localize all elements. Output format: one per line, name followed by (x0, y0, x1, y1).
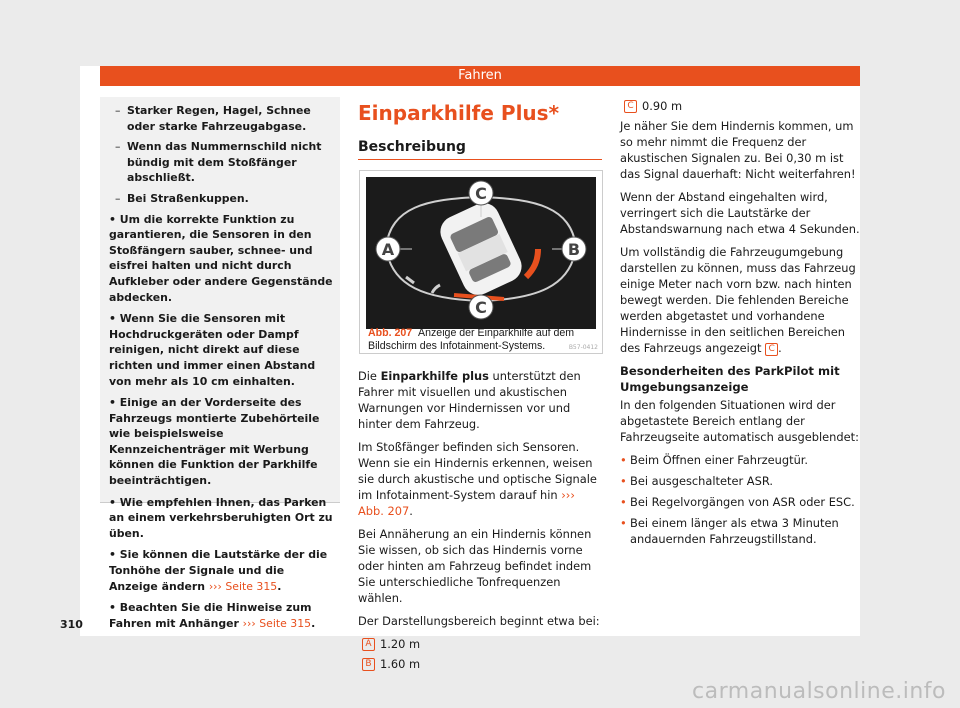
warning-bullet: • Wie empfehlen Ihnen, das Parken an einem verkehrsberuhigten Ort zu üben. (109, 495, 333, 540)
car-sensor-diagram (366, 177, 596, 329)
key-b-icon: B (362, 658, 375, 671)
divider (358, 159, 602, 160)
list-item: • Beim Öffnen einer Fahrzeugtür. (620, 452, 860, 468)
warning-box (100, 97, 340, 630)
warning-dash-item: – Wenn das Nummernschild nicht bündig mit dem Stoßfänger abschließt. (109, 139, 335, 186)
section-title: Einparkhilfe Plus* (358, 101, 560, 125)
right-text (620, 98, 860, 552)
warning-bullet: • Wenn Sie die Sensoren mit Hochdruckgeräten oder Dampf reinigen, nicht direkt auf diese richten und immer einen Abstand von mehr als 10 cm einhalten. (109, 312, 316, 388)
watermark: carmanualsonline.info (692, 679, 946, 704)
paragraph: Im Stoßfänger befinden sich Sensoren. Wenn sie ein Hindernis erkennen, weisen sie durch akustische und optische Signale im Infotainment-System darauf hin ››› Abb. 207. (358, 440, 597, 518)
marker-c-bottom (469, 295, 493, 319)
marker-c-top (469, 181, 493, 205)
key-c-icon: C (624, 100, 637, 113)
key-c-icon: C (765, 343, 778, 356)
figure-207 (359, 170, 603, 354)
paragraph: In den folgenden Situationen wird der abgetastete Bereich entlang der Fahrzeugseite automatisch ausgeblendet: (620, 398, 859, 444)
list-item: • Bei einem länger als etwa 3 Minuten andauernden Fahrzeugstillstand. (620, 515, 860, 547)
list-item: • Bei Regelvorgängen von ASR oder ESC. (620, 494, 860, 510)
warning-bullet: • Um die korrekte Funktion zu garantieren, die Sensoren in den Stoßfängern sauber, schnee- und eisfrei halten und nicht durch Aufkleber oder andere Gegenstände abdecken. (109, 212, 333, 304)
marker-b (562, 237, 586, 261)
marker-a (376, 237, 400, 261)
figure-caption: Abb. 207 Anzeige der Einparkhilfe auf dem Bildschirm des Infotainment-Systems. (368, 327, 575, 352)
paragraph: Der Darstellungsbereich beginnt etwa bei: (358, 614, 600, 628)
parking-display-image (366, 177, 596, 329)
paragraph: Bei Annäherung an ein Hindernis können Sie wissen, ob sich das Hindernis vorne oder hinten am Fahrzeug befindet indem Sie unterschiedliche Tonfrequenzen wählen. (358, 527, 592, 605)
figure-code: B57-0412 (568, 344, 598, 351)
paragraph: Um vollständig die Fahrzeugumgebung darstellen zu können, muss das Fahrzeug einige Meter nach vorn bzw. nach hinten bewegt werden. Die fehlenden Bereiche werden abgetastet und vorhandene Hindernisse in den seitlichen Bereichen des Fahrzeugs angezeigt C . (620, 245, 856, 355)
section-subtitle: Beschreibung (358, 139, 466, 155)
warning-bullet: • Einige an der Vorderseite des Fahrzeugs montierte Zubehörteile wie beispielsweise Kennzeichenträger mit Werbung können die Funktion der Parkhilfe beeinträchtigen. (109, 396, 320, 488)
chapter-header: Fahren (100, 66, 860, 86)
paragraph: Je näher Sie dem Hindernis kommen, um so mehr nimmt die Frequenz der akustischen Signalen zu. Bei 0,30 m ist das Signal dauerhaft: Nicht weiterfahren! (620, 119, 856, 181)
middle-text (358, 368, 602, 676)
page-link[interactable]: ››› Seite 315 (208, 579, 278, 593)
list-item: • Bei ausgeschalteter ASR. (620, 473, 860, 489)
subheading: Besonderheiten des ParkPilot mit Umgebungsanzeige (620, 364, 840, 394)
svg-text:A: A (381, 240, 395, 259)
key-a-icon: A (362, 638, 375, 651)
figure-link[interactable]: ››› Abb. 207 (358, 488, 575, 518)
measure-item: B 1.60 m (358, 656, 602, 672)
warning-bullet: • Sie können die Lautstärke der die Tonhöhe der Signale und die Anzeige ändern ››› Seite 315. (109, 548, 328, 593)
page-number: 310 (60, 618, 83, 631)
measure-item: C 0.90 m (620, 98, 860, 114)
svg-text:C: C (475, 184, 487, 203)
paragraph: Wenn der Abstand eingehalten wird, verringert sich die Lautstärke der Abstandswarnung nach etwa 4 Sekunden. (620, 190, 860, 236)
paragraph: Die Einparkhilfe plus unterstützt den Fahrer mit visuellen und akustischen Warnungen vor Hindernissen vor und hinter dem Fahrzeug. (358, 369, 581, 431)
warning-bullet: • Beachten Sie die Hinweise zum Fahren mit Anhänger ››› Seite 315. (109, 601, 316, 630)
svg-text:B: B (567, 240, 581, 259)
warning-dash-item: – Bei Straßenkuppen. (109, 191, 335, 207)
svg-text:C: C (475, 298, 487, 317)
page-link[interactable]: ››› Seite 315 (242, 616, 312, 630)
warning-dash-item: – Starker Regen, Hagel, Schnee oder starke Fahrzeugabgase. (109, 103, 335, 134)
measure-item: A 1.20 m (358, 636, 602, 652)
